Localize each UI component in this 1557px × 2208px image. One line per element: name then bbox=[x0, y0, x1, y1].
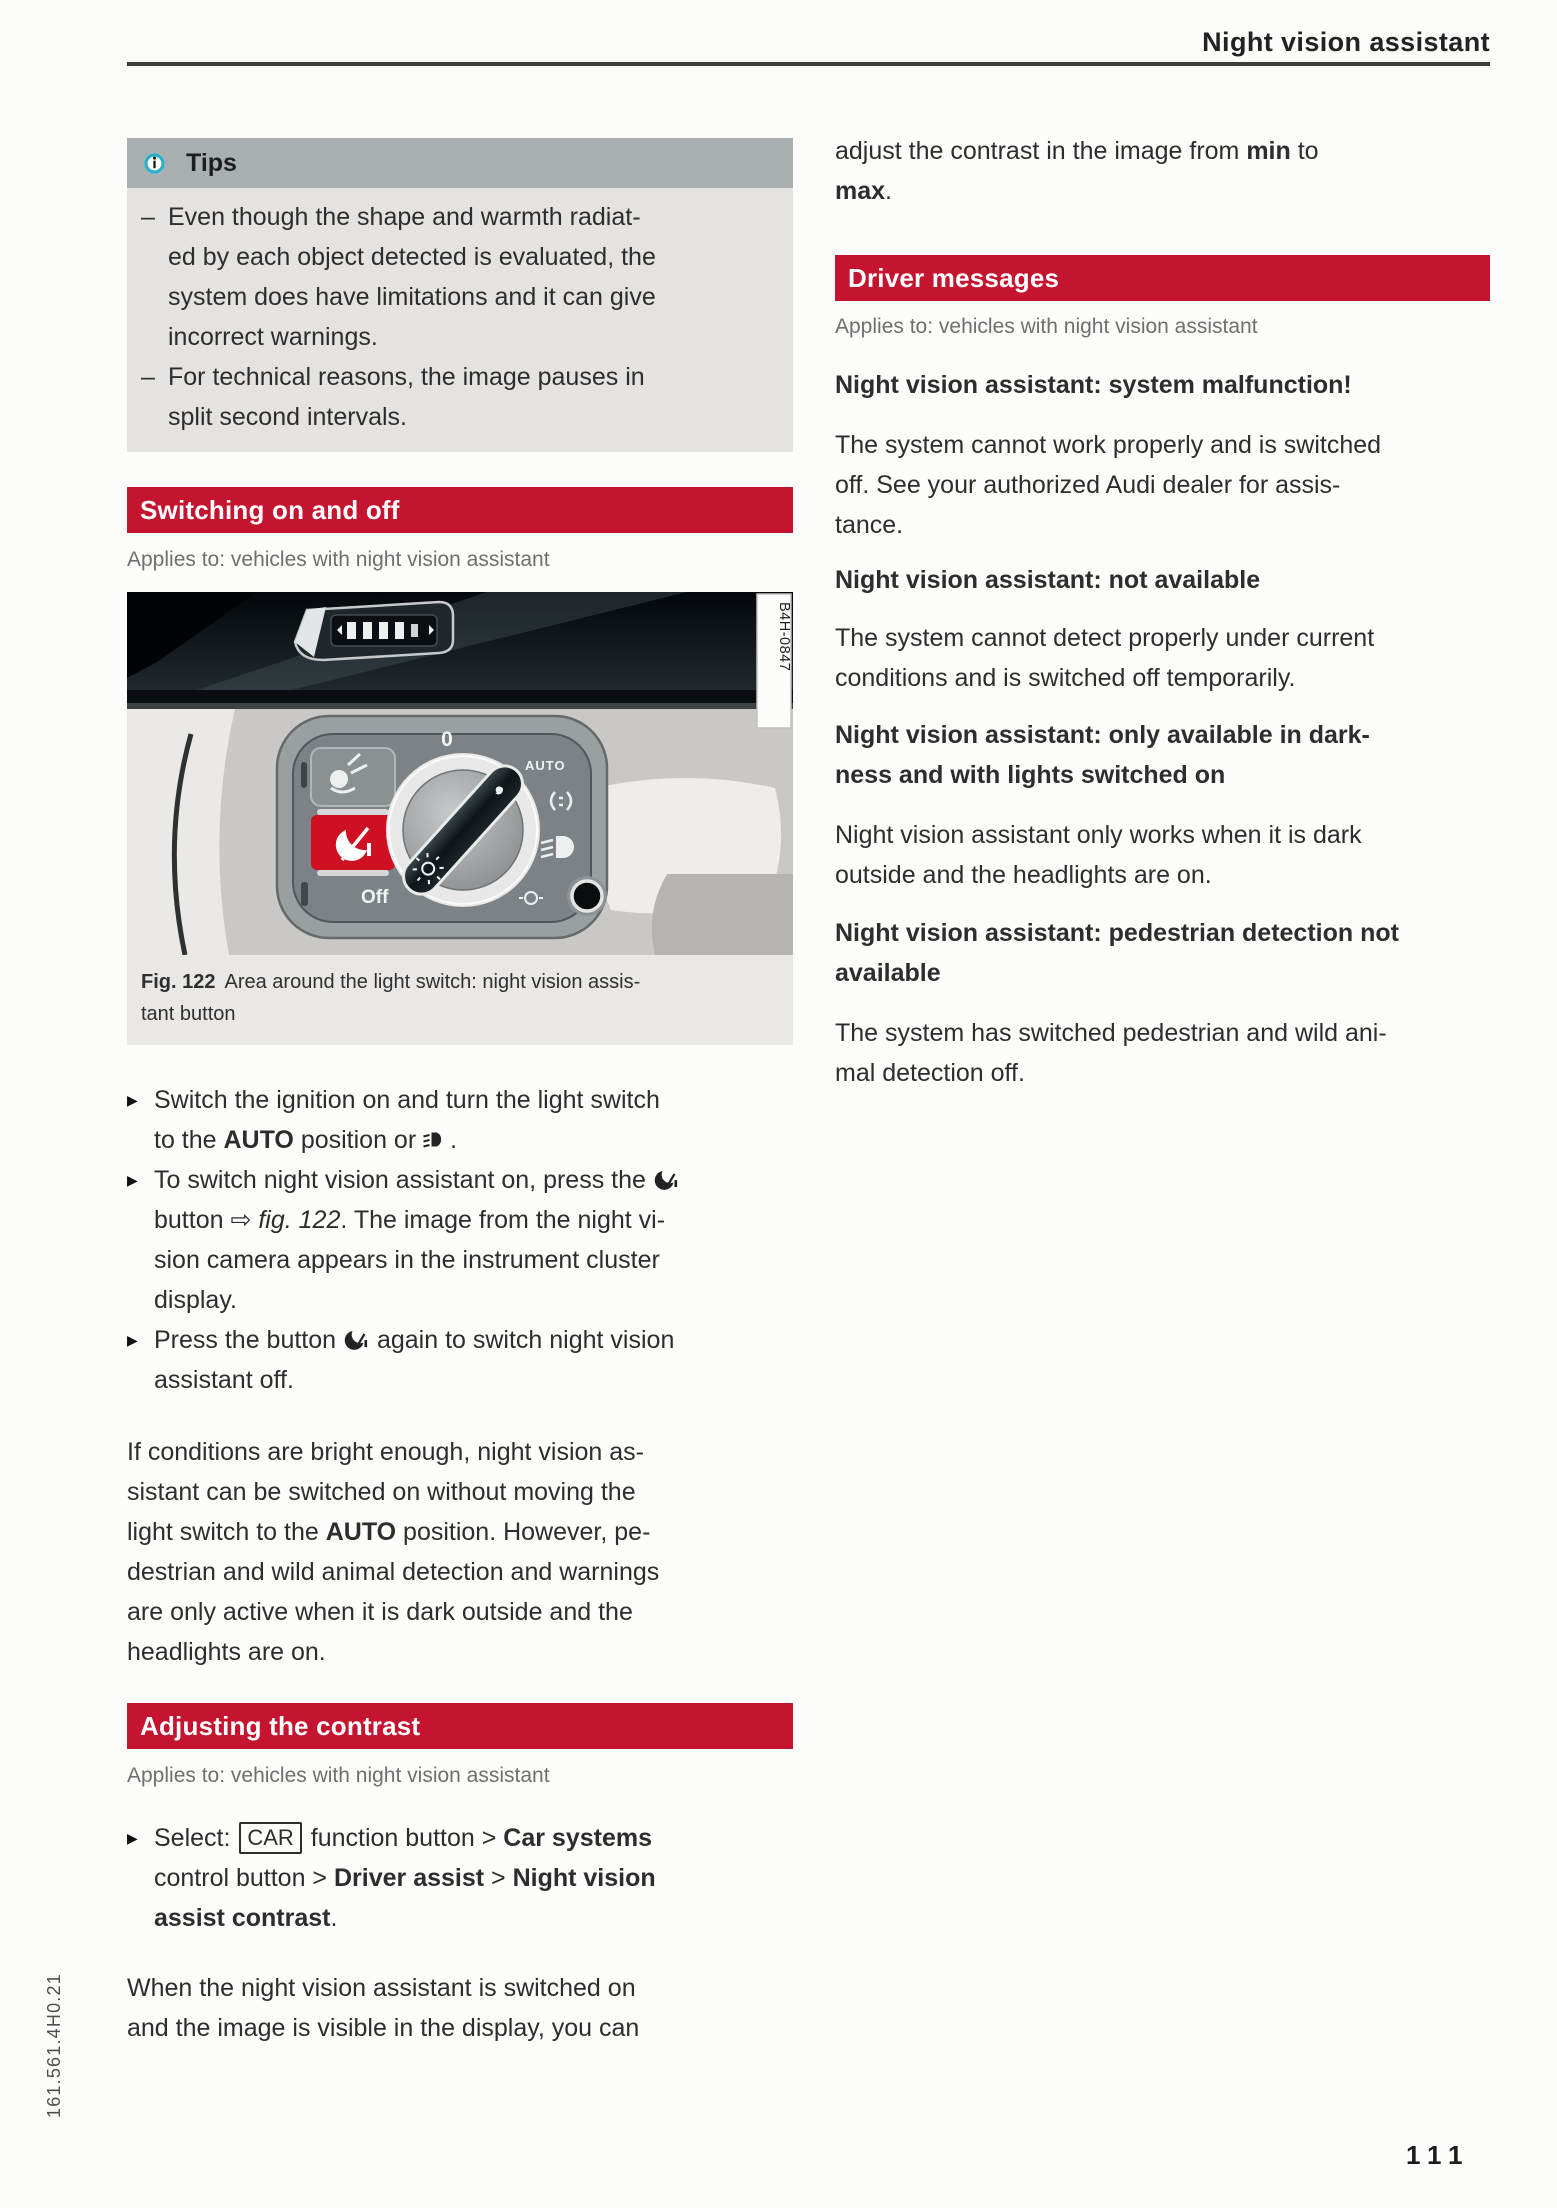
section-header-driver-messages: Driver messages bbox=[835, 255, 1490, 301]
light-switch-knob bbox=[386, 753, 540, 907]
triangle-bullet: ▶ bbox=[127, 1092, 138, 1108]
night-vision-assist-icon bbox=[343, 1328, 370, 1351]
adjusting-paragraph: When the night vision assistant is switched on and the image is visible in the display, you can bbox=[127, 1974, 640, 2042]
driver-message-body: The system cannot work properly and is switched off. See your authorized Audi dealer for assis- tance. bbox=[835, 431, 1382, 539]
triangle-bullet: ▶ bbox=[127, 1332, 138, 1348]
knob-position-zero-label: 0 bbox=[441, 728, 453, 751]
switching-steps bbox=[127, 1080, 803, 1400]
dash-bullet: – bbox=[141, 203, 155, 231]
step-text: Press the button again to switch night vision assistant off. bbox=[154, 1326, 675, 1394]
header-rule bbox=[127, 62, 1490, 66]
night-vision-button bbox=[311, 809, 395, 876]
info-icon bbox=[141, 152, 168, 175]
applies-to-note: Applies to: vehicles with night vision assistant bbox=[127, 548, 550, 571]
tips-item bbox=[141, 197, 779, 357]
dash-slider-control bbox=[295, 602, 453, 660]
figure-caption: Fig. 122 Area around the light switch: night vision assis- tant button bbox=[127, 955, 793, 1045]
figure-code: B4H-0847 bbox=[776, 602, 792, 672]
section-header-adjusting: Adjusting the contrast bbox=[127, 1703, 793, 1749]
instrument-dimmer-button bbox=[567, 876, 607, 916]
driver-message-body: The system has switched pedestrian and wild ani- mal detection off. bbox=[835, 1019, 1387, 1087]
switching-paragraph: If conditions are bright enough, night vision as- sistant can be switched on without moving the light switch to the AUTO position. However, pe- destrian and wild animal detection and warnings are only active when it is dark outside and the headlights are on. bbox=[127, 1438, 660, 1666]
step-text: Switch the ignition on and turn the light switch to the AUTO position or . bbox=[154, 1086, 660, 1154]
step-item bbox=[127, 1818, 803, 1938]
driver-message-heading: Night vision assistant: pedestrian detection not available bbox=[835, 919, 1399, 987]
section-header-switching: Switching on and off bbox=[127, 487, 793, 533]
figure-122-illustration bbox=[127, 592, 793, 955]
page-number: 111 bbox=[1406, 2140, 1471, 2170]
triangle-bullet: ▶ bbox=[127, 1172, 138, 1188]
tips-body bbox=[127, 188, 793, 452]
dash-bullet: – bbox=[141, 363, 155, 391]
applies-to-note: Applies to: vehicles with night vision assistant bbox=[127, 1764, 550, 1787]
driver-message-heading: Night vision assistant: only available in dark- ness and with lights switched on bbox=[835, 721, 1370, 789]
step-item bbox=[127, 1160, 803, 1320]
car-function-key: CAR bbox=[239, 1822, 301, 1854]
step-text: Select: CAR function button > Car systems control button > Driver assist > Night vision assist contrast. bbox=[154, 1824, 656, 1932]
step-item bbox=[127, 1320, 803, 1400]
tips-item bbox=[141, 357, 779, 437]
side-light-button bbox=[311, 748, 395, 806]
tips-box bbox=[127, 138, 793, 452]
step-item bbox=[127, 1080, 803, 1160]
tips-item-text: For technical reasons, the image pauses in split second intervals. bbox=[168, 363, 645, 431]
tips-box-header bbox=[127, 138, 793, 188]
tips-item-text: Even though the shape and warmth radiat- ed by each object detected is evaluated, the system does have limitations and it can give incorrect warnings. bbox=[168, 203, 656, 351]
driver-message-body: Night vision assistant only works when it is dark outside and the headlights are on. bbox=[835, 821, 1362, 889]
tips-title: Tips bbox=[186, 148, 237, 177]
driver-message-heading: Night vision assistant: not available bbox=[835, 566, 1261, 594]
off-label: Off bbox=[361, 887, 389, 908]
knob-auto-label: AUTO bbox=[525, 758, 566, 773]
figure-122 bbox=[127, 592, 793, 1045]
print-reference-code: 161.561.4H0.21 bbox=[44, 1973, 64, 2118]
applies-to-note: Applies to: vehicles with night vision assistant bbox=[835, 315, 1258, 338]
adjusting-paragraph-continued: adjust the contrast in the image from min to max. bbox=[835, 137, 1319, 205]
triangle-bullet: ▶ bbox=[127, 1830, 138, 1846]
page-title: Night vision assistant bbox=[1202, 27, 1490, 57]
step-text: To switch night vision assistant on, press the button ⇨ fig. 122. The image from the night vi- sion camera appears in the instrument cluster display. bbox=[154, 1160, 680, 1320]
driver-message-heading: Night vision assistant: system malfunction! bbox=[835, 371, 1352, 399]
adjusting-steps bbox=[127, 1818, 803, 1938]
driver-message-body: The system cannot detect properly under current conditions and is switched off temporarily. bbox=[835, 624, 1375, 692]
night-vision-assist-icon bbox=[653, 1168, 680, 1191]
low-beam-headlight-icon bbox=[423, 1128, 450, 1151]
